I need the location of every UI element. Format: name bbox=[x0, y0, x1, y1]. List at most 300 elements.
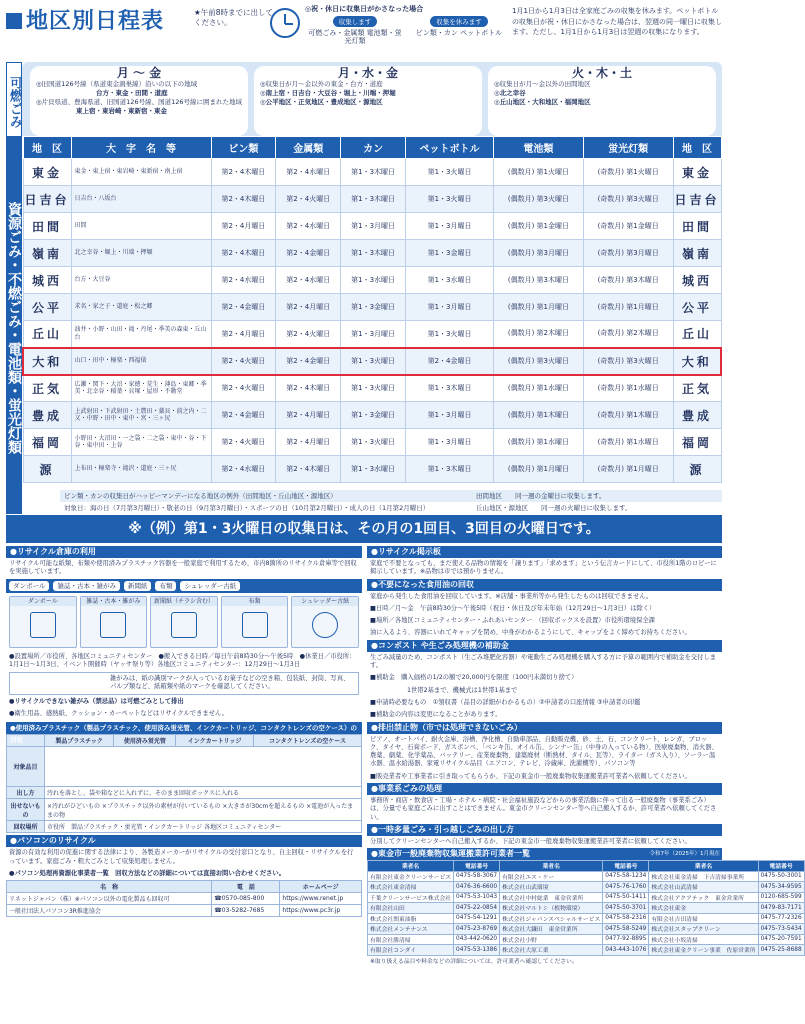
plastic-table bbox=[6, 734, 362, 833]
pill: シュレッダー古紙 bbox=[180, 581, 240, 591]
burnable-col-mon-fri bbox=[30, 66, 248, 136]
shredder-paper-icon bbox=[291, 596, 359, 648]
recycle-warehouse-notes: ●設置場所／市役所、各地区コミュニティセンター ●搬入できる日時／毎日午前8時30分〜午後5時 ●休業日／市役所：1月1日〜1月3日、イベント開催時（ヤッサ祭り等）各地区コミュニティセンター：12月29日〜1月3日 bbox=[9, 652, 356, 668]
schedule-can: 第1・3月曜日 bbox=[341, 213, 406, 240]
col-header: 大 字 名 等 bbox=[71, 137, 211, 159]
schedule-pet: 第1・3月曜日 bbox=[406, 213, 494, 240]
pc-col: 電 話 bbox=[212, 881, 280, 893]
prohibit-note: ■販売業者や工事業者に引き取ってもらうか、下記の東金市一般廃棄物収集運搬業許可業者へ依頼してください。 bbox=[370, 772, 691, 780]
schedule-row bbox=[23, 375, 721, 402]
pill: 雑誌・古本・雑がみ bbox=[53, 581, 120, 591]
schedule-area-right: 日吉台 bbox=[673, 186, 721, 213]
schedule-row bbox=[23, 159, 721, 186]
schedule-area-right: 東金 bbox=[673, 159, 721, 186]
schedule-battery: (偶数月) 第3火曜日 bbox=[494, 348, 584, 375]
schedule-towns: 東金・東上宿・東岩崎・東新宿・南上宿 bbox=[71, 159, 211, 186]
schedule-area-right: 田間 bbox=[673, 213, 721, 240]
schedule-row bbox=[23, 456, 721, 483]
col-header: 金属類 bbox=[276, 137, 341, 159]
burnable-item: ◎収集日が月〜金以外の田間地区 bbox=[494, 80, 591, 88]
schedule-row bbox=[23, 321, 721, 348]
company-name: 株式会社関東油脂 bbox=[368, 913, 454, 924]
schedule-can: 第1・3木曜日 bbox=[341, 240, 406, 267]
icon-caption: ダンボール bbox=[10, 597, 76, 606]
burnable-days: 月 〜 金 bbox=[116, 66, 162, 80]
schedule-battery: (偶数月) 第1金曜日 bbox=[494, 213, 584, 240]
schedule-bin: 第2・4水曜日 bbox=[211, 267, 276, 294]
schedule-pet: 第1・3月曜日 bbox=[406, 429, 494, 456]
schedule-towns: 田間 bbox=[71, 213, 211, 240]
schedule-row bbox=[23, 186, 721, 213]
schedule-area-right: 豊成 bbox=[673, 402, 721, 429]
compost-docs: ■申請時必要なもの ①領収書（品目の詳細がわかるもの）②申請者の口座情報 ③申請者の印鑑 bbox=[370, 698, 641, 706]
schedule-can: 第1・3水曜日 bbox=[341, 267, 406, 294]
schedule-pet: 第1・3火曜日 bbox=[406, 159, 494, 186]
plastic-target-illustrations bbox=[45, 747, 362, 787]
recycle-pills bbox=[6, 579, 362, 593]
licensed-title-text: ●東金市一般廃棄物収集運搬業許可業者一覧 bbox=[371, 849, 530, 859]
company-name: 株式会社山武清掃 bbox=[649, 882, 758, 893]
schedule-lamp: (奇数月) 第2木曜日 bbox=[583, 321, 673, 348]
schedule-bin: 第2・4木曜日 bbox=[211, 186, 276, 213]
schedule-lamp: (奇数月) 第3火曜日 bbox=[583, 186, 673, 213]
schedule-towns: 油井・小野・山田・滝・丹尾・季美の森東・丘山台 bbox=[71, 321, 211, 348]
pc-body: 資源の有効な利用の促進に関する法律により、各製造メーカーがリサイクルの受付窓口となり、自主回収・リサイクルを行っています。家庭ごみ・粗大ごみとして収集処理しません。 bbox=[9, 849, 354, 865]
company-name: 有限会社山田 bbox=[368, 903, 454, 914]
moving-title: ●一時多量ごみ・引っ越しごみの出し方 bbox=[367, 824, 722, 836]
schedule-metal: 第2・4火曜日 bbox=[276, 186, 341, 213]
biz-col: 業者名 bbox=[368, 861, 454, 872]
company-phone[interactable]: 0475-76-1760 bbox=[603, 882, 649, 893]
schedule-towns: 小野田・大沼田・一之袋・二之袋・東中・谷・下谷・東中田・上谷 bbox=[71, 429, 211, 456]
schedule-battery: (偶数月) 第2木曜日 bbox=[494, 321, 584, 348]
company-name: 株式会社中村総業 東金営業所 bbox=[500, 892, 603, 903]
time-note: ★午前8時までに出してください。 bbox=[194, 8, 273, 27]
schedule-row bbox=[23, 402, 721, 429]
schedule-pet: 第2・4金曜日 bbox=[406, 348, 494, 375]
schedule-can: 第1・3金曜日 bbox=[341, 294, 406, 321]
schedule-row bbox=[23, 294, 721, 321]
company-name: 株式会社大原工業 bbox=[500, 945, 603, 956]
schedule-bin: 第2・4月曜日 bbox=[211, 213, 276, 240]
company-name: 有限会社吉田清掃 bbox=[649, 913, 758, 924]
burnable-item: ◎収集日が月〜金以外の東金・台方・道庭 bbox=[260, 80, 383, 88]
oil-time: ■日時／月〜金 午前8時30分〜午後5時（祝日・休日及び年末年始（12月29日〜1月3日）は除く） bbox=[370, 604, 656, 612]
holiday-collect-items: 可燃ごみ・金属類 電池類・蛍光灯類 bbox=[308, 29, 402, 45]
company-name: 有限会社東金クリーンサービス bbox=[368, 871, 454, 882]
schedule-area-right: 源 bbox=[673, 456, 721, 483]
schedule-area-right: 城西 bbox=[673, 267, 721, 294]
col-header: 蛍光灯類 bbox=[583, 137, 673, 159]
moving-body: 分別してクリーンセンターへ自己搬入するか、下記の東金市一般廃棄物収集運搬業許可業者に依頼してください。 bbox=[370, 837, 691, 845]
col-header: 地 区 bbox=[23, 137, 71, 159]
schedule-lamp: (奇数月) 第3木曜日 bbox=[583, 267, 673, 294]
schedule-can: 第1・3木曜日 bbox=[341, 186, 406, 213]
schedule-metal: 第2・4水曜日 bbox=[276, 213, 341, 240]
company-name: 株式会社東金クリーン事業 佐原営業所 bbox=[649, 945, 758, 956]
happy-monday-days: 対象日：海の日（7月第3月曜日）・敬老の日（9月第3月曜日）・スポーツの日（10月第2月曜日）・成人の日（1月第2月曜日） bbox=[64, 504, 430, 512]
holiday-title: ◎祝・休日に収集日がかさなった場合 bbox=[305, 5, 424, 13]
burnable-col-tue-thu-sat bbox=[488, 66, 716, 136]
schedule-area: 田間 bbox=[23, 213, 71, 240]
page-title bbox=[6, 4, 164, 35]
schedule-can: 第1・3火曜日 bbox=[341, 348, 406, 375]
happy-monday-rule-1: 田間地区 同一週の金曜日に収集します。 bbox=[472, 490, 722, 502]
company-phone[interactable]: 0475-34-9595 bbox=[758, 882, 804, 893]
holiday-info bbox=[305, 4, 510, 56]
pc-col: ホームページ bbox=[280, 881, 362, 893]
company-phone[interactable]: 0475-50-3001 bbox=[758, 871, 804, 882]
plastic-row-label: 出せないもの bbox=[7, 799, 45, 821]
burnable-item: ◎北之幸谷 bbox=[494, 89, 526, 97]
pc-table bbox=[6, 880, 362, 917]
schedule-lamp: (奇数月) 第3火曜日 bbox=[583, 348, 673, 375]
schedule-towns: 上武射田・下武射田・士農田・薬貝・前之内・二又・中野・田中・東中・宮・三ヶ尻 bbox=[71, 402, 211, 429]
oil-title: ●不要になった食用油の回収 bbox=[367, 579, 722, 591]
clock-icon bbox=[270, 8, 300, 38]
plastic-title: ●使用済みプラスチック（製品プラスチック、使用済み蛍光管、インクカートリッジ、コンタクトレンズの空ケース）の回収 bbox=[6, 722, 362, 734]
schedule-can: 第1・3火曜日 bbox=[341, 429, 406, 456]
schedule-bin: 第2・4月曜日 bbox=[211, 321, 276, 348]
schedule-battery: (偶数月) 第1月曜日 bbox=[494, 456, 584, 483]
company-phone[interactable]: 0475-50-1411 bbox=[603, 892, 649, 903]
company-name: 株式会社スタップクリーン bbox=[649, 924, 758, 935]
cloth-icon bbox=[221, 596, 289, 648]
schedule-battery: (偶数月) 第3月曜日 bbox=[494, 240, 584, 267]
company-phone[interactable]: 0475-25-8688 bbox=[758, 945, 804, 956]
biz-col: 電話番号 bbox=[758, 861, 804, 872]
schedule-lamp: (奇数月) 第1水曜日 bbox=[583, 375, 673, 402]
company-phone[interactable]: 0476-36-6600 bbox=[454, 882, 500, 893]
schedule-row bbox=[23, 348, 721, 375]
recycle-warehouse-body: リサイクル可能な紙類、布類や使用済みプラスチック容器を一般家庭で利用するため、市内8箇所のリサイクル倉庫等で回収を実施しています。 bbox=[9, 560, 357, 576]
holiday-collect-badge: 収集します bbox=[333, 16, 378, 27]
schedule-can: 第1・3木曜日 bbox=[341, 159, 406, 186]
schedule-battery: (偶数月) 第1火曜日 bbox=[494, 159, 584, 186]
recycle-warn: ●リサイクルできない雑がみ（禁忌品）は可燃ごみとして排出 bbox=[9, 697, 184, 705]
burnable-label: 可燃ごみ bbox=[6, 62, 22, 140]
schedule-pet: 第1・3金曜日 bbox=[406, 240, 494, 267]
biz-col: 業者名 bbox=[500, 861, 603, 872]
compost-amount: ■補助金 購入価格の1/2の額で20,000円を限度（100円未満切り捨て） bbox=[370, 674, 578, 682]
company-phone[interactable]: 0120-685-599 bbox=[758, 892, 804, 903]
burnable-item: ◎公平地区・正気地区・豊成地区・源地区 bbox=[260, 98, 383, 106]
resource-label: 資源ごみ・不燃ごみ・電池類・蛍光灯類 bbox=[6, 136, 22, 514]
pc-col: 名 称 bbox=[7, 881, 212, 893]
burnable-item: ◎南上宿・日吉台・大豆谷・堀上・川端・押堀 bbox=[260, 89, 396, 97]
schedule-bin: 第2・4金曜日 bbox=[211, 294, 276, 321]
pc-row: リネットジャパン（株）※パソコン以外の電化製品も回収可 ☎0570-085-800 https://www.renet.jp bbox=[7, 893, 362, 905]
page-title-text: 地区別日程表 bbox=[26, 9, 165, 34]
company-name: 株式会社大鎌田 東金営業所 bbox=[500, 924, 603, 935]
company-name: 有限会社勝清掃 bbox=[368, 934, 454, 945]
compost-note: ■補助金の内容は変更になることがあります。 bbox=[370, 711, 502, 719]
company-name: 株式会社小坂清掃 bbox=[649, 934, 758, 945]
licensed-row bbox=[368, 913, 805, 924]
schedule-pet: 第1・3月曜日 bbox=[406, 294, 494, 321]
schedule-metal: 第2・4金曜日 bbox=[276, 348, 341, 375]
schedule-area: 丘山 bbox=[23, 321, 71, 348]
schedule-bin: 第2・4金曜日 bbox=[211, 402, 276, 429]
schedule-area-right: 大和 bbox=[673, 348, 721, 375]
paper-note: 雑がみは、紙の識別マークが入っているお菓子などの空き箱、包装紙、封筒、写真、パルプ類など、紙箱類や紙のマークを確認してください。 bbox=[9, 672, 359, 695]
cardboard-icon bbox=[9, 596, 77, 648]
licensed-row bbox=[368, 892, 805, 903]
schedule-towns: 上布田・極楽寺・滝沢・道庭・三ヶ尻 bbox=[71, 456, 211, 483]
burnable-item: 東上宿・東岩崎・東新宿・東金 bbox=[76, 107, 167, 115]
compost-limit: 1世帯2基まで、機械式は1世帯1基まで bbox=[407, 686, 518, 694]
schedule-towns: 日吉台・八坂台 bbox=[71, 186, 211, 213]
licensed-footnote: ※取り扱える品目や料金などの詳細については、許可業者へ確認してください。 bbox=[370, 958, 578, 965]
schedule-metal: 第2・4月曜日 bbox=[276, 429, 341, 456]
licensed-row bbox=[368, 882, 805, 893]
biz-col: 電話番号 bbox=[603, 861, 649, 872]
company-phone[interactable]: 0475-58-5249 bbox=[603, 924, 649, 935]
schedule-row bbox=[23, 267, 721, 294]
schedule-bin: 第2・4木曜日 bbox=[211, 240, 276, 267]
oil-place: ■場所／各地区コミュニティセンター・ふれあいセンター （回収ボックスを設置）市役所環境保全課 bbox=[370, 617, 655, 625]
oil-body: 家庭から発生した食用油を回収しています。※店舗・事業所等から発生したものは回収できません。 bbox=[370, 592, 653, 600]
schedule-battery: (偶数月) 第1月曜日 bbox=[494, 294, 584, 321]
schedule-towns: 台方・大豆谷 bbox=[71, 267, 211, 294]
recycle-board-body: 家庭で不要となっても、まだ使える品物の情報を「譲ります」「求めます」という伝言カードにして、市役所1階のロビーに掲示しています。※品物は市では預かりません。 bbox=[370, 560, 717, 576]
schedule-area: 公平 bbox=[23, 294, 71, 321]
company-phone[interactable]: 0475-53-1043 bbox=[454, 892, 500, 903]
plastic-row-label: 出し方 bbox=[7, 787, 45, 799]
left-column bbox=[6, 546, 362, 917]
licensed-row bbox=[368, 934, 805, 945]
col-header: 地 区 bbox=[673, 137, 721, 159]
col-header: ペットボトル bbox=[406, 137, 494, 159]
pill: 新聞紙 bbox=[124, 581, 152, 591]
schedule-can: 第1・3月曜日 bbox=[341, 321, 406, 348]
recycle-icons bbox=[6, 593, 362, 651]
schedule-row bbox=[23, 429, 721, 456]
icon-caption: 雑誌・古本・雑がみ bbox=[81, 597, 147, 606]
schedule-lamp: (奇数月) 第1金曜日 bbox=[583, 213, 673, 240]
schedule-lamp: (奇数月) 第3月曜日 bbox=[583, 240, 673, 267]
business-body: 事務所・商店・飲食店・工場・ホテル・病院・社会福祉施設などからの事業活動に伴って出る一般廃棄物（事業系ごみ）は、分量でも家庭ごみに出すことはできません。東金市クリーンセンター等へ自己搬入するか、許可業者へ依頼してください。 bbox=[370, 797, 717, 821]
licensed-row bbox=[368, 945, 805, 956]
pc-row: 一般社団法人パソコン3R推進協会 ☎03-5282-7685 https://www.pc3r.jp bbox=[7, 905, 362, 917]
icon-caption: シュレッダー古紙 bbox=[292, 597, 358, 606]
holiday-skip-items: ビン類・カン ペットボトル bbox=[415, 29, 503, 37]
schedule-area-right: 公平 bbox=[673, 294, 721, 321]
burnable-days: 月・水・金 bbox=[337, 66, 398, 80]
right-column bbox=[367, 546, 802, 968]
schedule-row bbox=[23, 213, 721, 240]
burnable-item: ◎丘山地区・大和地区・福岡地区 bbox=[494, 98, 591, 106]
schedule-area-right: 丘山 bbox=[673, 321, 721, 348]
licensed-row bbox=[368, 903, 805, 914]
schedule-towns: 求名・家之子・道庭・松之郷 bbox=[71, 294, 211, 321]
plastic-row-label: 回収場所 bbox=[7, 821, 45, 833]
compost-body: 生ごみ減量のため、コンポスト（生ごみ堆肥化容器）や電動生ごみ処理機を購入する方に予算の範囲内で補助金を交付します。 bbox=[370, 653, 717, 670]
licensed-row bbox=[368, 871, 805, 882]
happy-monday-note: ビン類・カンの収集日がハッピーマンデーになる地区の例外（田間地区・丘山地区・源地区） bbox=[60, 490, 722, 502]
schedule-lamp: (奇数月) 第1火曜日 bbox=[583, 159, 673, 186]
schedule-pet: 第1・3月曜日 bbox=[406, 402, 494, 429]
schedule-battery: (偶数月) 第1水曜日 bbox=[494, 375, 584, 402]
company-name: 株式会社アクアテック 東金営業所 bbox=[649, 892, 758, 903]
schedule-battery: (偶数月) 第3木曜日 bbox=[494, 267, 584, 294]
burnable-item: ◎旧国道126号線（県道東金鴻巣線）沿いの以下の地域 bbox=[36, 80, 198, 88]
icon-caption: 布類 bbox=[222, 597, 288, 606]
schedule-table bbox=[22, 136, 722, 483]
pc-sub: ●パソコン処理再資源化事業者一覧 回収方法などの詳細については直接お問い合わせください。 bbox=[9, 869, 286, 877]
burnable-item: 台方・東金・田間・道庭 bbox=[96, 89, 168, 97]
company-phone[interactable]: 0475-22-0854 bbox=[454, 903, 500, 914]
plastic-col: コンタクトレンズの空ケース bbox=[253, 735, 361, 747]
prohibit-body: ピアノ、オートバイ、耐火金庫、浴槽、浄化槽、自動車部品、自動販売機、砂、土、石、コンクリート、レンガ、ブロック、タイヤ、石膏ボード、ガスボンベ、「ベンキ缶、オイル缶、シンナー缶」（中身の入っている物）、医療廃棄物、消火器、農薬、劇薬、化学薬品、バッテリー、産業廃棄物、建築廃材（断熱材、タイル、瓦等）、ライター（ガス入り）、ソーラー温水器、温水給湯器、家電リサイクル品目（エアコン、テレビ、冷蔵庫、洗濯機等）、パソコン等 bbox=[370, 735, 718, 768]
company-name: 有限会社コンダイ bbox=[368, 945, 454, 956]
company-phone[interactable]: 0477-92-8895 bbox=[603, 934, 649, 945]
company-name: 有限会社エス・ケー bbox=[500, 871, 603, 882]
company-name: 株式会社東金 bbox=[649, 903, 758, 914]
col-header: ビン類 bbox=[211, 137, 276, 159]
plastic-col: 製品プラスチック bbox=[45, 735, 114, 747]
schedule-lamp: (奇数月) 第1水曜日 bbox=[583, 429, 673, 456]
plastic-cannot: ×汚れがひどいもの ×プラスチック以外の素材が付いているもの ×大きさが30cmを超えるもの ×電池が入ったままの物 bbox=[45, 799, 362, 821]
schedule-can: 第1・3水曜日 bbox=[341, 456, 406, 483]
company-name: 千葉クリーンサービス株式会社 bbox=[368, 892, 454, 903]
company-phone[interactable]: 0475-58-2316 bbox=[603, 913, 649, 924]
biz-col: 電話番号 bbox=[454, 861, 500, 872]
schedule-battery: (偶数月) 第1水曜日 bbox=[494, 429, 584, 456]
schedule-lamp: (奇数月) 第1月曜日 bbox=[583, 294, 673, 321]
holiday-skip-badge: 収集を休みます bbox=[430, 16, 488, 27]
schedule-towns: 広瀬・関下・大沼・家徳・荒生・薄島・東郷・季美・北幸谷・稲葉・貝塚・屋形・不動堂 bbox=[71, 375, 211, 402]
pill: ダンボール bbox=[9, 581, 49, 591]
col-header: カン bbox=[341, 137, 406, 159]
holiday-skip bbox=[411, 16, 507, 37]
schedule-area: 豊成 bbox=[23, 402, 71, 429]
happy-monday-rule-2: 丘山地区・源地区 同一週の火曜日に収集します。 bbox=[476, 504, 632, 512]
prohibit-title: ●排出禁止物（市では処理できないごみ） bbox=[367, 722, 722, 734]
col-header: 電池類 bbox=[494, 137, 584, 159]
company-name: 株式会社小野 bbox=[500, 934, 603, 945]
company-name: 株式会社マルトシ（植物環境） bbox=[500, 903, 603, 914]
schedule-area: 東金 bbox=[23, 159, 71, 186]
company-phone[interactable]: 0475-50-3701 bbox=[603, 903, 649, 914]
company-name: 株式会社東金清掃 bbox=[368, 882, 454, 893]
schedule-can: 第1・3火曜日 bbox=[341, 375, 406, 402]
plastic-col: 使用済み蛍光管 bbox=[114, 735, 176, 747]
schedule-bin: 第2・4火曜日 bbox=[211, 375, 276, 402]
new-year-note: 1月1日から1月3日は全家庭ごみの収集を休みます。ペットボトルの収集日が祝・休日にかさなった場合は、翌週の同一曜日に収集します。ただし、1月1日から1月3日は翌週の収集になります。 bbox=[512, 7, 722, 36]
schedule-header-row bbox=[23, 137, 721, 159]
company-phone[interactable]: 0475-58-1234 bbox=[603, 871, 649, 882]
licensed-date: 令和7年（2025年）1月現在 bbox=[649, 851, 720, 858]
business-title: ●事業系ごみの処理 bbox=[367, 783, 722, 795]
schedule-lamp: (奇数月) 第1月曜日 bbox=[583, 456, 673, 483]
title-square-icon bbox=[6, 13, 22, 29]
company-phone[interactable]: 043-443-1076 bbox=[603, 945, 649, 956]
burnable-days: 火・木・土 bbox=[571, 66, 632, 80]
schedule-pet: 第1・3木曜日 bbox=[406, 375, 494, 402]
compost-title: ●コンポスト や生ごみ処理機の補助金 bbox=[367, 640, 722, 652]
company-phone[interactable]: 0475-23-8769 bbox=[454, 924, 500, 935]
pc-title: ●パソコンのリサイクル bbox=[6, 835, 362, 847]
burnable-col-mon-wed-fri bbox=[254, 66, 482, 136]
schedule-pet: 第1・3火曜日 bbox=[406, 186, 494, 213]
schedule-bin: 第2・4火曜日 bbox=[211, 348, 276, 375]
schedule-metal: 第2・4月曜日 bbox=[276, 402, 341, 429]
schedule-metal: 第2・4水曜日 bbox=[276, 159, 341, 186]
licensed-title bbox=[367, 848, 722, 860]
magazine-icon bbox=[80, 596, 148, 648]
recycle-board-title: ●リサイクル掲示板 bbox=[367, 546, 722, 558]
icon-caption: 新聞紙（チラシ含む） bbox=[151, 597, 217, 606]
schedule-area-right: 福岡 bbox=[673, 429, 721, 456]
example-banner: ※（例）第1・3火曜日の収集日は、その月の1回目、3回目の火曜日です。 bbox=[6, 515, 722, 543]
company-name: 株式会社東金清掃 下吉清掃事業所 bbox=[649, 871, 758, 882]
schedule-bin: 第2・4木曜日 bbox=[211, 159, 276, 186]
holiday-collect bbox=[305, 16, 405, 45]
company-phone[interactable]: 0475-54-1291 bbox=[454, 913, 500, 924]
pill: 布類 bbox=[155, 581, 176, 591]
schedule-metal: 第2・4月曜日 bbox=[276, 294, 341, 321]
recycle-warehouse-title: ●リサイクル倉庫の利用 bbox=[6, 546, 362, 558]
company-name: 株式会社メンテナンス bbox=[368, 924, 454, 935]
company-name: 株式会社ジャパンスペシャルサービス bbox=[500, 913, 603, 924]
schedule-area: 正気 bbox=[23, 375, 71, 402]
schedule-battery: (偶数月) 第3火曜日 bbox=[494, 186, 584, 213]
company-phone[interactable]: 0475-58-3067 bbox=[454, 871, 500, 882]
schedule-metal: 第2・4金曜日 bbox=[276, 240, 341, 267]
happy-monday-rule bbox=[472, 490, 722, 514]
schedule-area-right: 嶺南 bbox=[673, 240, 721, 267]
company-name: 株式会社山武環境 bbox=[500, 882, 603, 893]
schedule-bin: 第2・4水曜日 bbox=[211, 456, 276, 483]
schedule-lamp: (奇数月) 第1木曜日 bbox=[583, 402, 673, 429]
company-phone[interactable]: 0475-53-1386 bbox=[454, 945, 500, 956]
oil-note: 油に入るよう、容器にいれてキャップを閉め、中身がわかるようにして、キャップをよく締めてお持ちください。 bbox=[370, 629, 691, 637]
schedule-area: 福岡 bbox=[23, 429, 71, 456]
schedule-battery: (偶数月) 第1木曜日 bbox=[494, 402, 584, 429]
schedule-area: 嶺南 bbox=[23, 240, 71, 267]
schedule-pet: 第1・3火曜日 bbox=[406, 321, 494, 348]
schedule-bin: 第2・4火曜日 bbox=[211, 429, 276, 456]
licensed-table bbox=[367, 860, 805, 956]
schedule-metal: 第2・4木曜日 bbox=[276, 456, 341, 483]
company-phone[interactable]: 0475-20-7591 bbox=[758, 934, 804, 945]
schedule-metal: 第2・4木曜日 bbox=[276, 375, 341, 402]
burnable-item: ◎片貝県道、豊海県道、旧国道126号線、国道126号線に囲まれた地域 bbox=[36, 98, 242, 106]
schedule-area-right: 正気 bbox=[673, 375, 721, 402]
schedule-pet: 第1・3木曜日 bbox=[406, 456, 494, 483]
plastic-place: 市役所 製品プラスチック・蛍光管・インクカートリッジ 各地区コミュニティセンター bbox=[45, 821, 362, 833]
company-phone[interactable]: 0479-83-7171 bbox=[758, 903, 804, 914]
schedule-area: 日吉台 bbox=[23, 186, 71, 213]
plastic-col: インクカートリッジ bbox=[176, 735, 253, 747]
schedule-metal: 第2・4水曜日 bbox=[276, 267, 341, 294]
schedule-towns: 北之幸谷・堀上・川端・押堀 bbox=[71, 240, 211, 267]
company-phone[interactable]: 043-442-0620 bbox=[454, 934, 500, 945]
recycle-warn-2: ●衛生用品、感熱紙、クッション・カーペットなどはリサイクルできません。 bbox=[9, 710, 228, 718]
licensed-row bbox=[368, 924, 805, 935]
schedule-area: 城西 bbox=[23, 267, 71, 294]
plastic-row-label: 対象品目 bbox=[7, 747, 45, 787]
newspaper-icon bbox=[150, 596, 218, 648]
company-phone[interactable]: 0475-77-2326 bbox=[758, 913, 804, 924]
schedule-metal: 第2・4火曜日 bbox=[276, 321, 341, 348]
company-phone[interactable]: 0475-73-5434 bbox=[758, 924, 804, 935]
schedule-area: 源 bbox=[23, 456, 71, 483]
schedule-can: 第1・3金曜日 bbox=[341, 402, 406, 429]
schedule-pet: 第1・3水曜日 bbox=[406, 267, 494, 294]
schedule-footnote bbox=[60, 490, 722, 514]
